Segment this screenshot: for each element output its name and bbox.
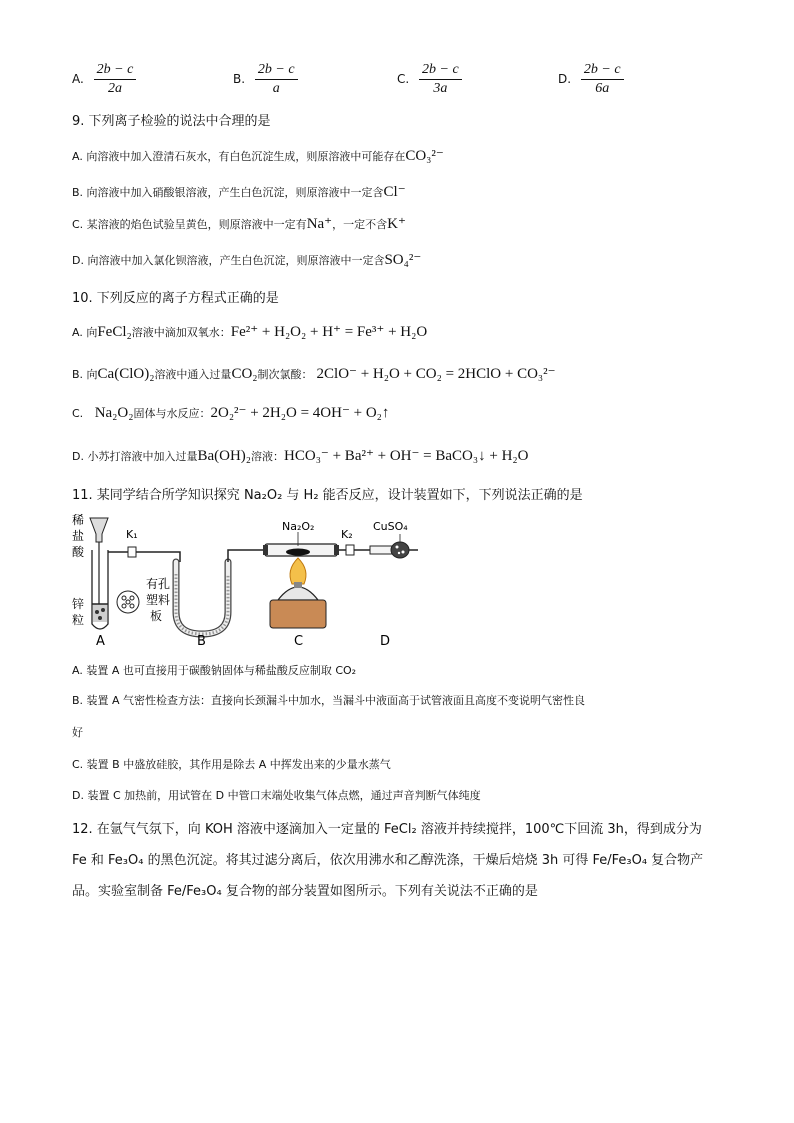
stopcock-k1 bbox=[128, 547, 136, 557]
q9-option-c-text-2: ，一定不含 bbox=[332, 218, 388, 231]
q8-option-c-label: C. bbox=[397, 72, 410, 86]
q11-stem: 11. 某同学结合所学知识探究 Na₂O₂ 与 H₂ 能否反应，设计装置如下，下列说法正确的是 bbox=[72, 488, 583, 503]
reagent-formula: Ba(OH)₂ bbox=[197, 448, 252, 464]
fraction-denominator: 3a bbox=[433, 81, 448, 96]
q10-a-middle: 溶液中滴加双氧水： bbox=[131, 326, 231, 339]
q8-option-a-label: A. bbox=[72, 72, 84, 86]
plate-icon bbox=[117, 591, 139, 613]
q11-option-b-line-1: B. 装置 A 气密性检查方法：直接向长颈漏斗中加水，当漏斗中液面高于试管液面且高度不变说明气密性良 bbox=[72, 694, 586, 707]
q12-line-3: 品。实验室制备 Fe/Fe₃O₄ 复合物的部分装置如图所示。下列有关说法不正确的是 bbox=[72, 884, 538, 899]
q9-option-b-text: B. 向溶液中加入硝酸银溶液，产生白色沉淀，则原溶液中一定含 bbox=[72, 186, 384, 199]
q9-stem: 9. 下列离子检验的说法中合理的是 bbox=[72, 114, 271, 129]
ionic-equation: 2O₂²⁻ + 2H₂O = 4OH⁻ + O₂↑ bbox=[210, 405, 390, 421]
na2o2-sample bbox=[286, 549, 310, 556]
q10-option-c bbox=[72, 403, 389, 422]
q9-option-c-text: C. 某溶液的焰色试验呈黄色，则原溶液中一定有 bbox=[72, 218, 307, 231]
label-k2: K₂ bbox=[341, 528, 353, 541]
q8-option-b bbox=[233, 62, 298, 97]
ionic-equation: HCO₃⁻ + Ba²⁺ + OH⁻ = BaCO₃↓ + H₂O bbox=[284, 448, 529, 464]
q8-option-c-fraction bbox=[419, 62, 462, 97]
ion-formula: SO₄²⁻ bbox=[384, 252, 422, 268]
ion-formula: CO₃²⁻ bbox=[405, 148, 444, 164]
dropping-funnel bbox=[90, 518, 108, 542]
ionic-equation: 2ClO⁻ + H₂O + CO₂ = 2HClO + CO₃²⁻ bbox=[316, 366, 556, 382]
apparatus-b bbox=[176, 562, 228, 649]
fraction-denominator: 2a bbox=[107, 81, 122, 96]
label-acid-1: 稀 bbox=[72, 513, 85, 527]
fraction-numerator: 2b − c bbox=[94, 62, 137, 80]
q11-option-d: D. 装置 C 加热前，用试管在 D 中管口末端处收集气体点燃，通过声音判断气体纯度 bbox=[72, 789, 481, 802]
delivery-tube-1 bbox=[108, 552, 180, 562]
fraction-numerator: 2b − c bbox=[255, 62, 298, 80]
q10-option-d bbox=[72, 446, 528, 465]
q12-line-1: 12. 在氩气气氛下，向 KOH 溶液中逐滴加入一定量的 FeCl₂ 溶液并持续搅拌，100℃下回流 3h，得到成分为 bbox=[72, 822, 702, 837]
label-zinc-2: 粒 bbox=[72, 613, 85, 627]
label-zinc-1: 锌 bbox=[72, 597, 85, 611]
q10-c-prefix: C. bbox=[72, 407, 87, 420]
ion-formula: K⁺ bbox=[387, 216, 406, 232]
apparatus-c bbox=[263, 520, 339, 649]
q9-option-d bbox=[72, 250, 421, 269]
ionic-equation: Fe²⁺ + H₂O₂ + H⁺ = Fe³⁺ + H₂O bbox=[230, 324, 428, 340]
label-k1: K₁ bbox=[126, 528, 138, 541]
ion-formula: Cl⁻ bbox=[383, 184, 406, 200]
fraction-numerator: 2b − c bbox=[419, 62, 462, 80]
apparatus-d bbox=[370, 520, 418, 649]
q10-stem: 10. 下列反应的离子方程式正确的是 bbox=[72, 291, 279, 306]
q8-option-a bbox=[72, 62, 136, 97]
q8-option-d-label: D. bbox=[558, 72, 572, 86]
lamp-stand bbox=[270, 600, 326, 628]
label-d: D bbox=[380, 634, 391, 649]
q11-option-a: A. 装置 A 也可直接用于碳酸钠固体与稀盐酸反应制取 CO₂ bbox=[72, 664, 357, 677]
stopcock-k2 bbox=[346, 545, 354, 555]
fraction-denominator: 6a bbox=[595, 81, 610, 96]
q8-option-a-fraction bbox=[94, 62, 137, 97]
q12-line-2: Fe 和 Fe₃O₄ 的黑色沉淀。将其过滤分离后，依次用沸水和乙醇洗涤，干燥后焙烧 3h 可得 Fe/Fe₃O₄ 复合物产 bbox=[72, 853, 704, 868]
fraction-numerator: 2b − c bbox=[581, 62, 624, 80]
delivery-tube-2 bbox=[228, 550, 265, 562]
q8-option-d bbox=[558, 62, 624, 97]
q10-d-prefix: D. 小苏打溶液中加入过量 bbox=[72, 450, 198, 463]
q8-option-c bbox=[397, 62, 462, 97]
label-plate-3: 板 bbox=[150, 609, 163, 623]
reagent-formula: Ca(ClO)₂ bbox=[97, 366, 155, 382]
label-b: B bbox=[197, 634, 206, 649]
q10-option-b bbox=[72, 364, 556, 383]
label-acid-2: 盐 bbox=[72, 529, 85, 543]
q10-b-middle: 溶液中通入过量 bbox=[154, 368, 232, 381]
label-a: A bbox=[96, 634, 105, 649]
apparatus-a bbox=[72, 512, 170, 649]
label-c: C bbox=[294, 634, 304, 649]
q10-d-middle: 溶液： bbox=[251, 450, 285, 463]
q11-option-c: C. 装置 B 中盛放硅胶，其作用是除去 A 中挥发出来的少量水蒸气 bbox=[72, 758, 391, 771]
label-plate-2: 塑料 bbox=[146, 593, 171, 607]
label-acid-3: 酸 bbox=[72, 545, 85, 559]
q10-c-middle: 固体与水反应： bbox=[133, 407, 211, 420]
q10-a-prefix: A. 向 bbox=[72, 326, 98, 339]
q11-option-b-line-2: 好 bbox=[72, 726, 83, 739]
reagent-formula: CO₂ bbox=[231, 366, 258, 382]
drying-tube-body bbox=[370, 546, 392, 554]
alcohol-lamp bbox=[278, 587, 318, 600]
fraction-denominator: a bbox=[272, 81, 280, 96]
q10-option-a bbox=[72, 322, 427, 341]
reagent-formula: FeCl₂ bbox=[97, 324, 132, 340]
q9-option-a bbox=[72, 146, 444, 165]
ion-formula: Na⁺ bbox=[306, 216, 333, 232]
label-plate-1: 有孔 bbox=[146, 577, 171, 591]
q9-option-d-text: D. 向溶液中加入氯化钡溶液，产生白色沉淀，则原溶液中一定含 bbox=[72, 254, 385, 267]
reagent-formula: Na₂O₂ bbox=[94, 405, 134, 421]
q9-option-c bbox=[72, 214, 406, 233]
q10-b-middle-2: 制次氯酸： bbox=[257, 368, 313, 381]
q8-option-b-fraction bbox=[255, 62, 298, 97]
q9-option-b bbox=[72, 182, 406, 201]
q10-b-prefix: B. 向 bbox=[72, 368, 98, 381]
cuso4-bulb bbox=[391, 542, 409, 558]
label-cuso4: CuSO₄ bbox=[373, 520, 408, 533]
q8-option-b-label: B. bbox=[233, 72, 246, 86]
experiment-apparatus-diagram bbox=[70, 512, 420, 652]
q8-option-d-fraction bbox=[581, 62, 624, 97]
flame bbox=[290, 558, 306, 584]
label-na2o2: Na₂O₂ bbox=[282, 520, 315, 533]
q9-option-a-text: A. 向溶液中加入澄清石灰水，有白色沉淀生成，则原溶液中可能存在 bbox=[72, 150, 406, 163]
